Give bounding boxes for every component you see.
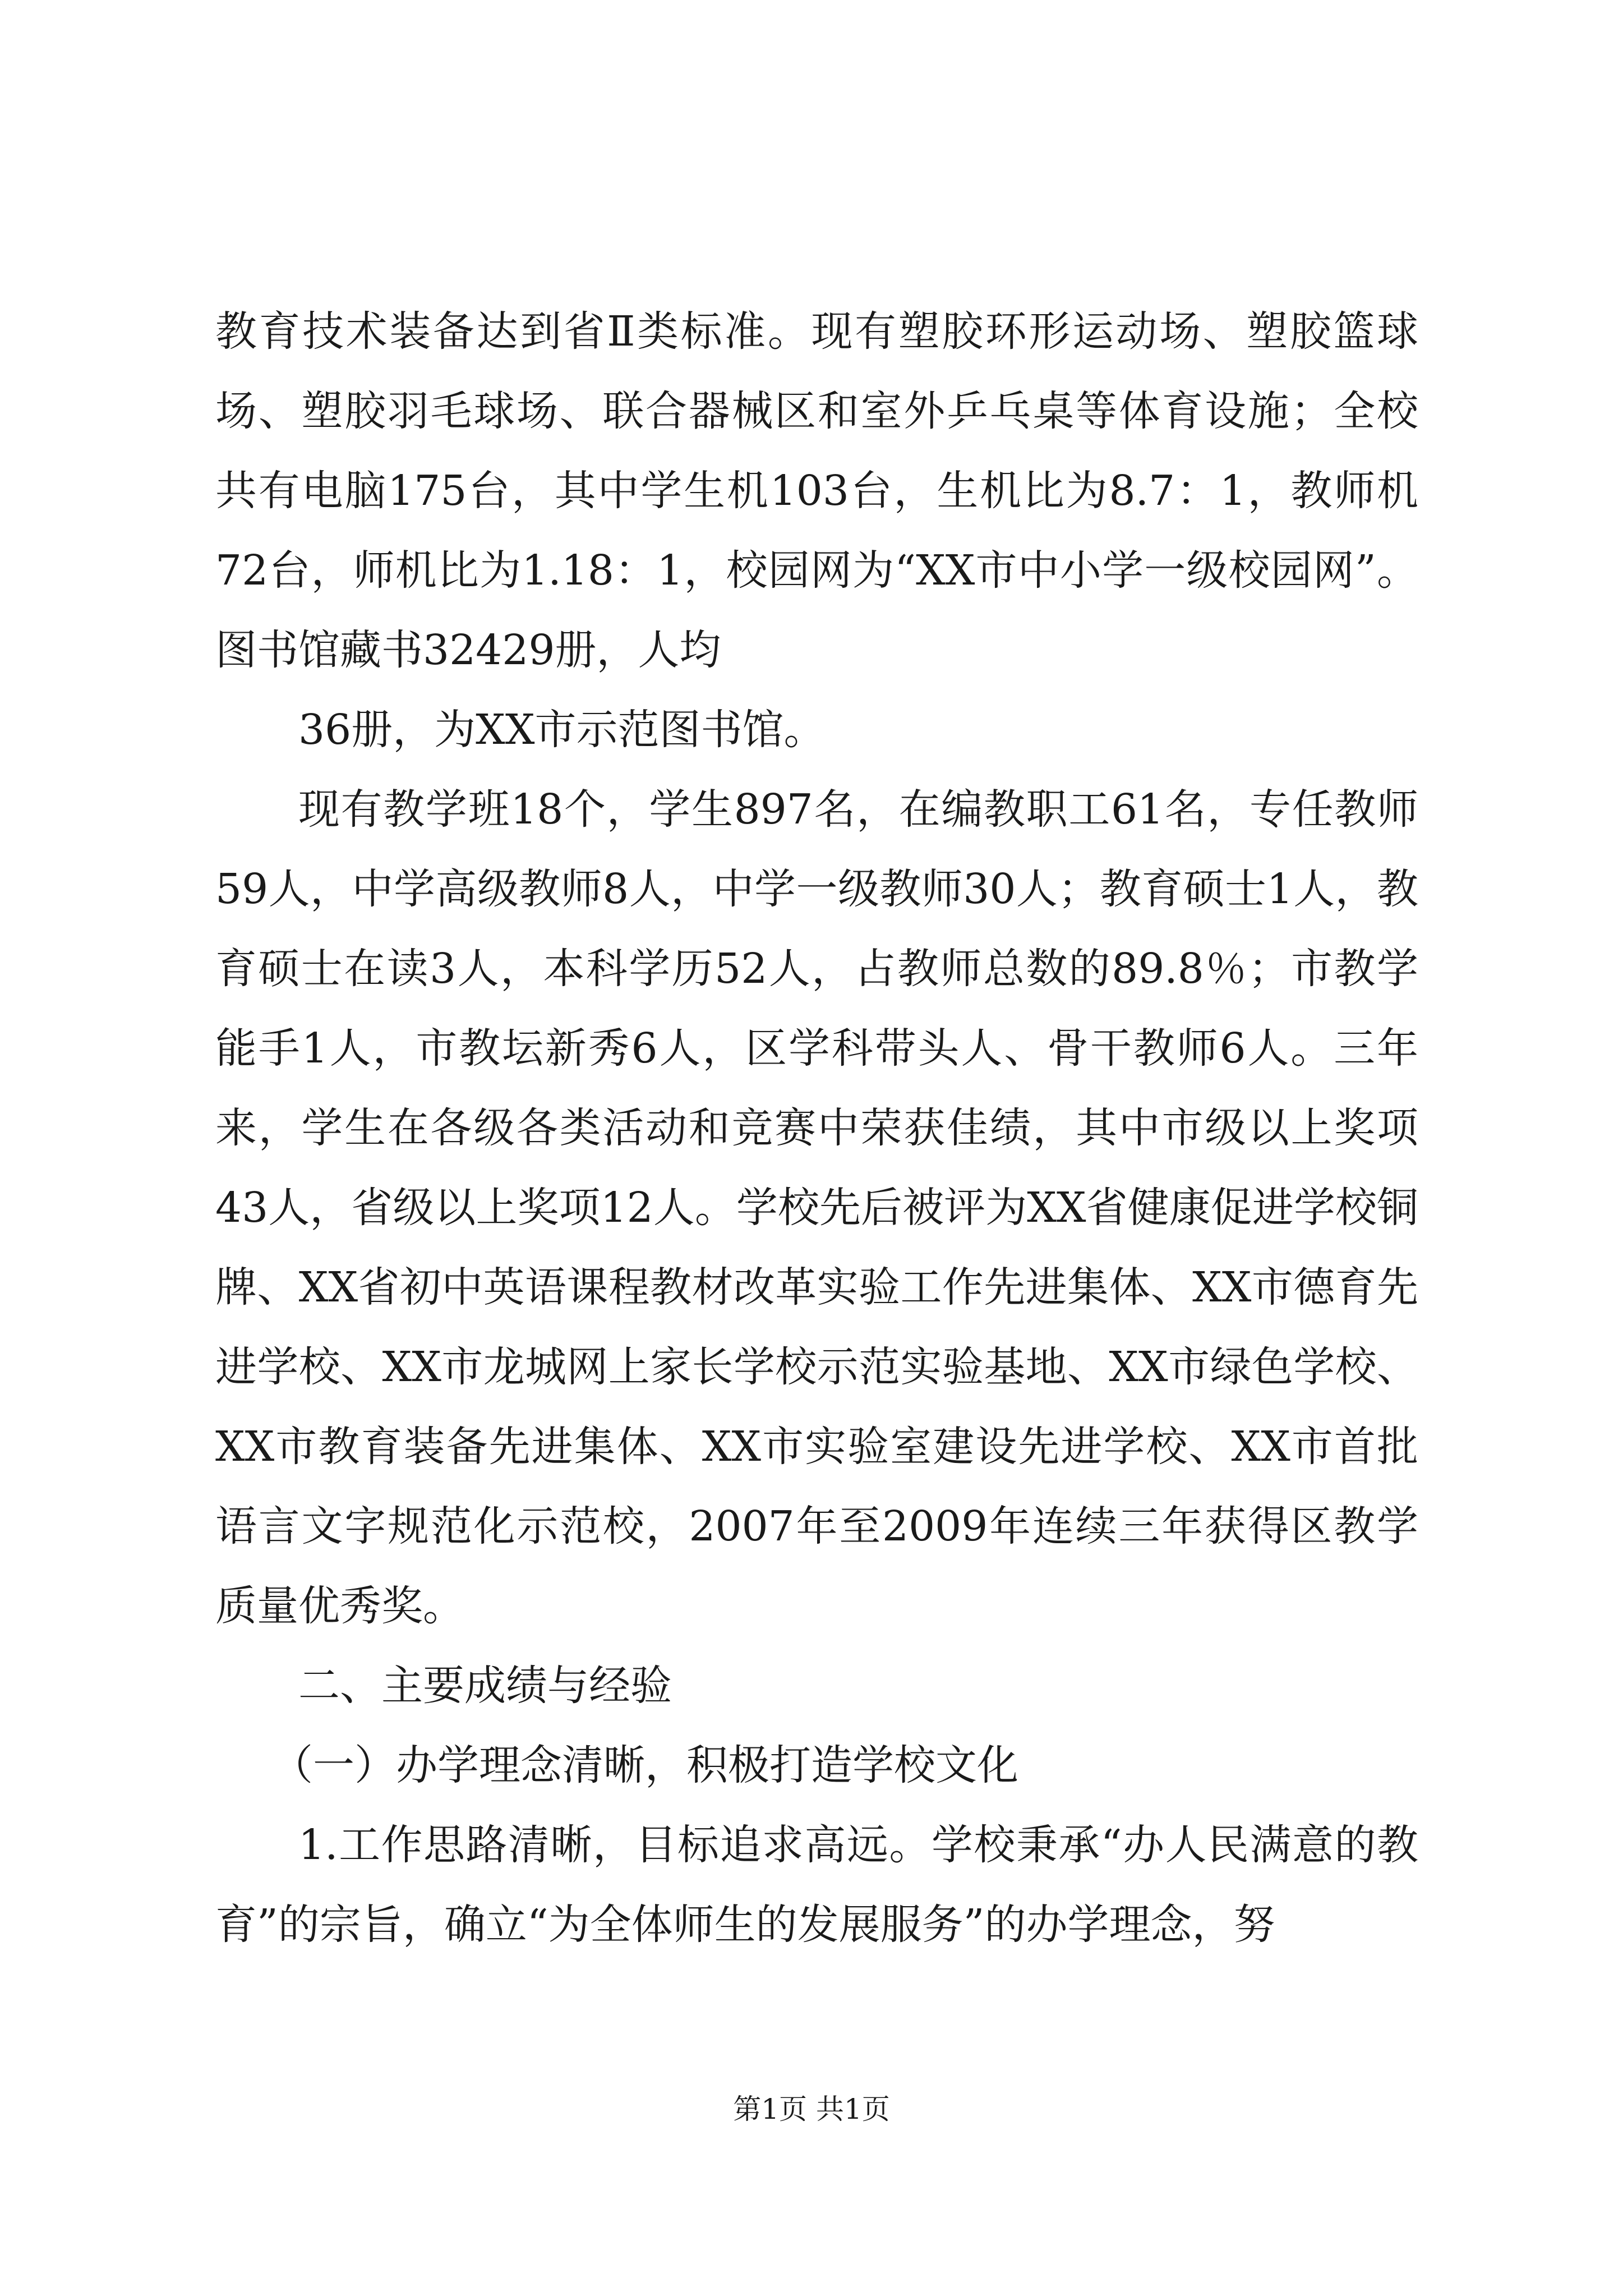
document-body (215, 292, 1418, 1964)
paragraph-library: 36册，为XX市示范图书馆。 (298, 706, 826, 754)
section-heading-achievements: 二、主要成绩与经验 (298, 1662, 672, 1710)
paragraph-work-thinking: 1.工作思路清晰，目标追求高远。学校秉承“办人民满意的教育”的宗旨，确立“为全体师生的发展服务”的办学理念，努 (215, 1821, 1418, 1949)
page-footer: 第1页 共1页 (733, 2093, 890, 2125)
subsection-heading-philosophy: （一）办学理念清晰，积极打造学校文化 (271, 1741, 1018, 1789)
paragraph-equipment: 教育技术装备达到省Ⅱ类标准。现有塑胶环形运动场、塑胶篮球场、塑胶羽毛球场、联合器械区和室外乒乓桌等体育设施；全校共有电脑175台，其中学生机103台，生机比为8.7：1，教师机72台，师机比为1.18：1，校园网为“XX市中小学一级校园网”。图书馆藏书32429册，人均 (215, 307, 1418, 674)
paragraph-staff-students: 现有教学班18个，学生897名，在编教职工61名，专任教师59人，中学高级教师8人，中学一级教师30人；教育硕士1人，教育硕士在读3人，本科学历52人，占教师总数的89.8％；市教学能手1人，市教坛新秀6人，区学科带头人、骨干教师6人。三年来，学生在各级各类活动和竞赛中荣获佳绩，其中市级以上奖项43人，省级以上奖项12人。学校先后被评为XX省健康促进学校铜牌、XX省初中英语课程教材改革实验工作先进集体、XX市德育先进学校、XX市龙城网上家长学校示范实验基地、XX市绿色学校、XX市教育装备先进集体、XX市实验室建设先进学校、XX市首批语言文字规范化示范校，2007年至2009年连续三年获得区教学质量优秀奖。 (215, 785, 1418, 1630)
